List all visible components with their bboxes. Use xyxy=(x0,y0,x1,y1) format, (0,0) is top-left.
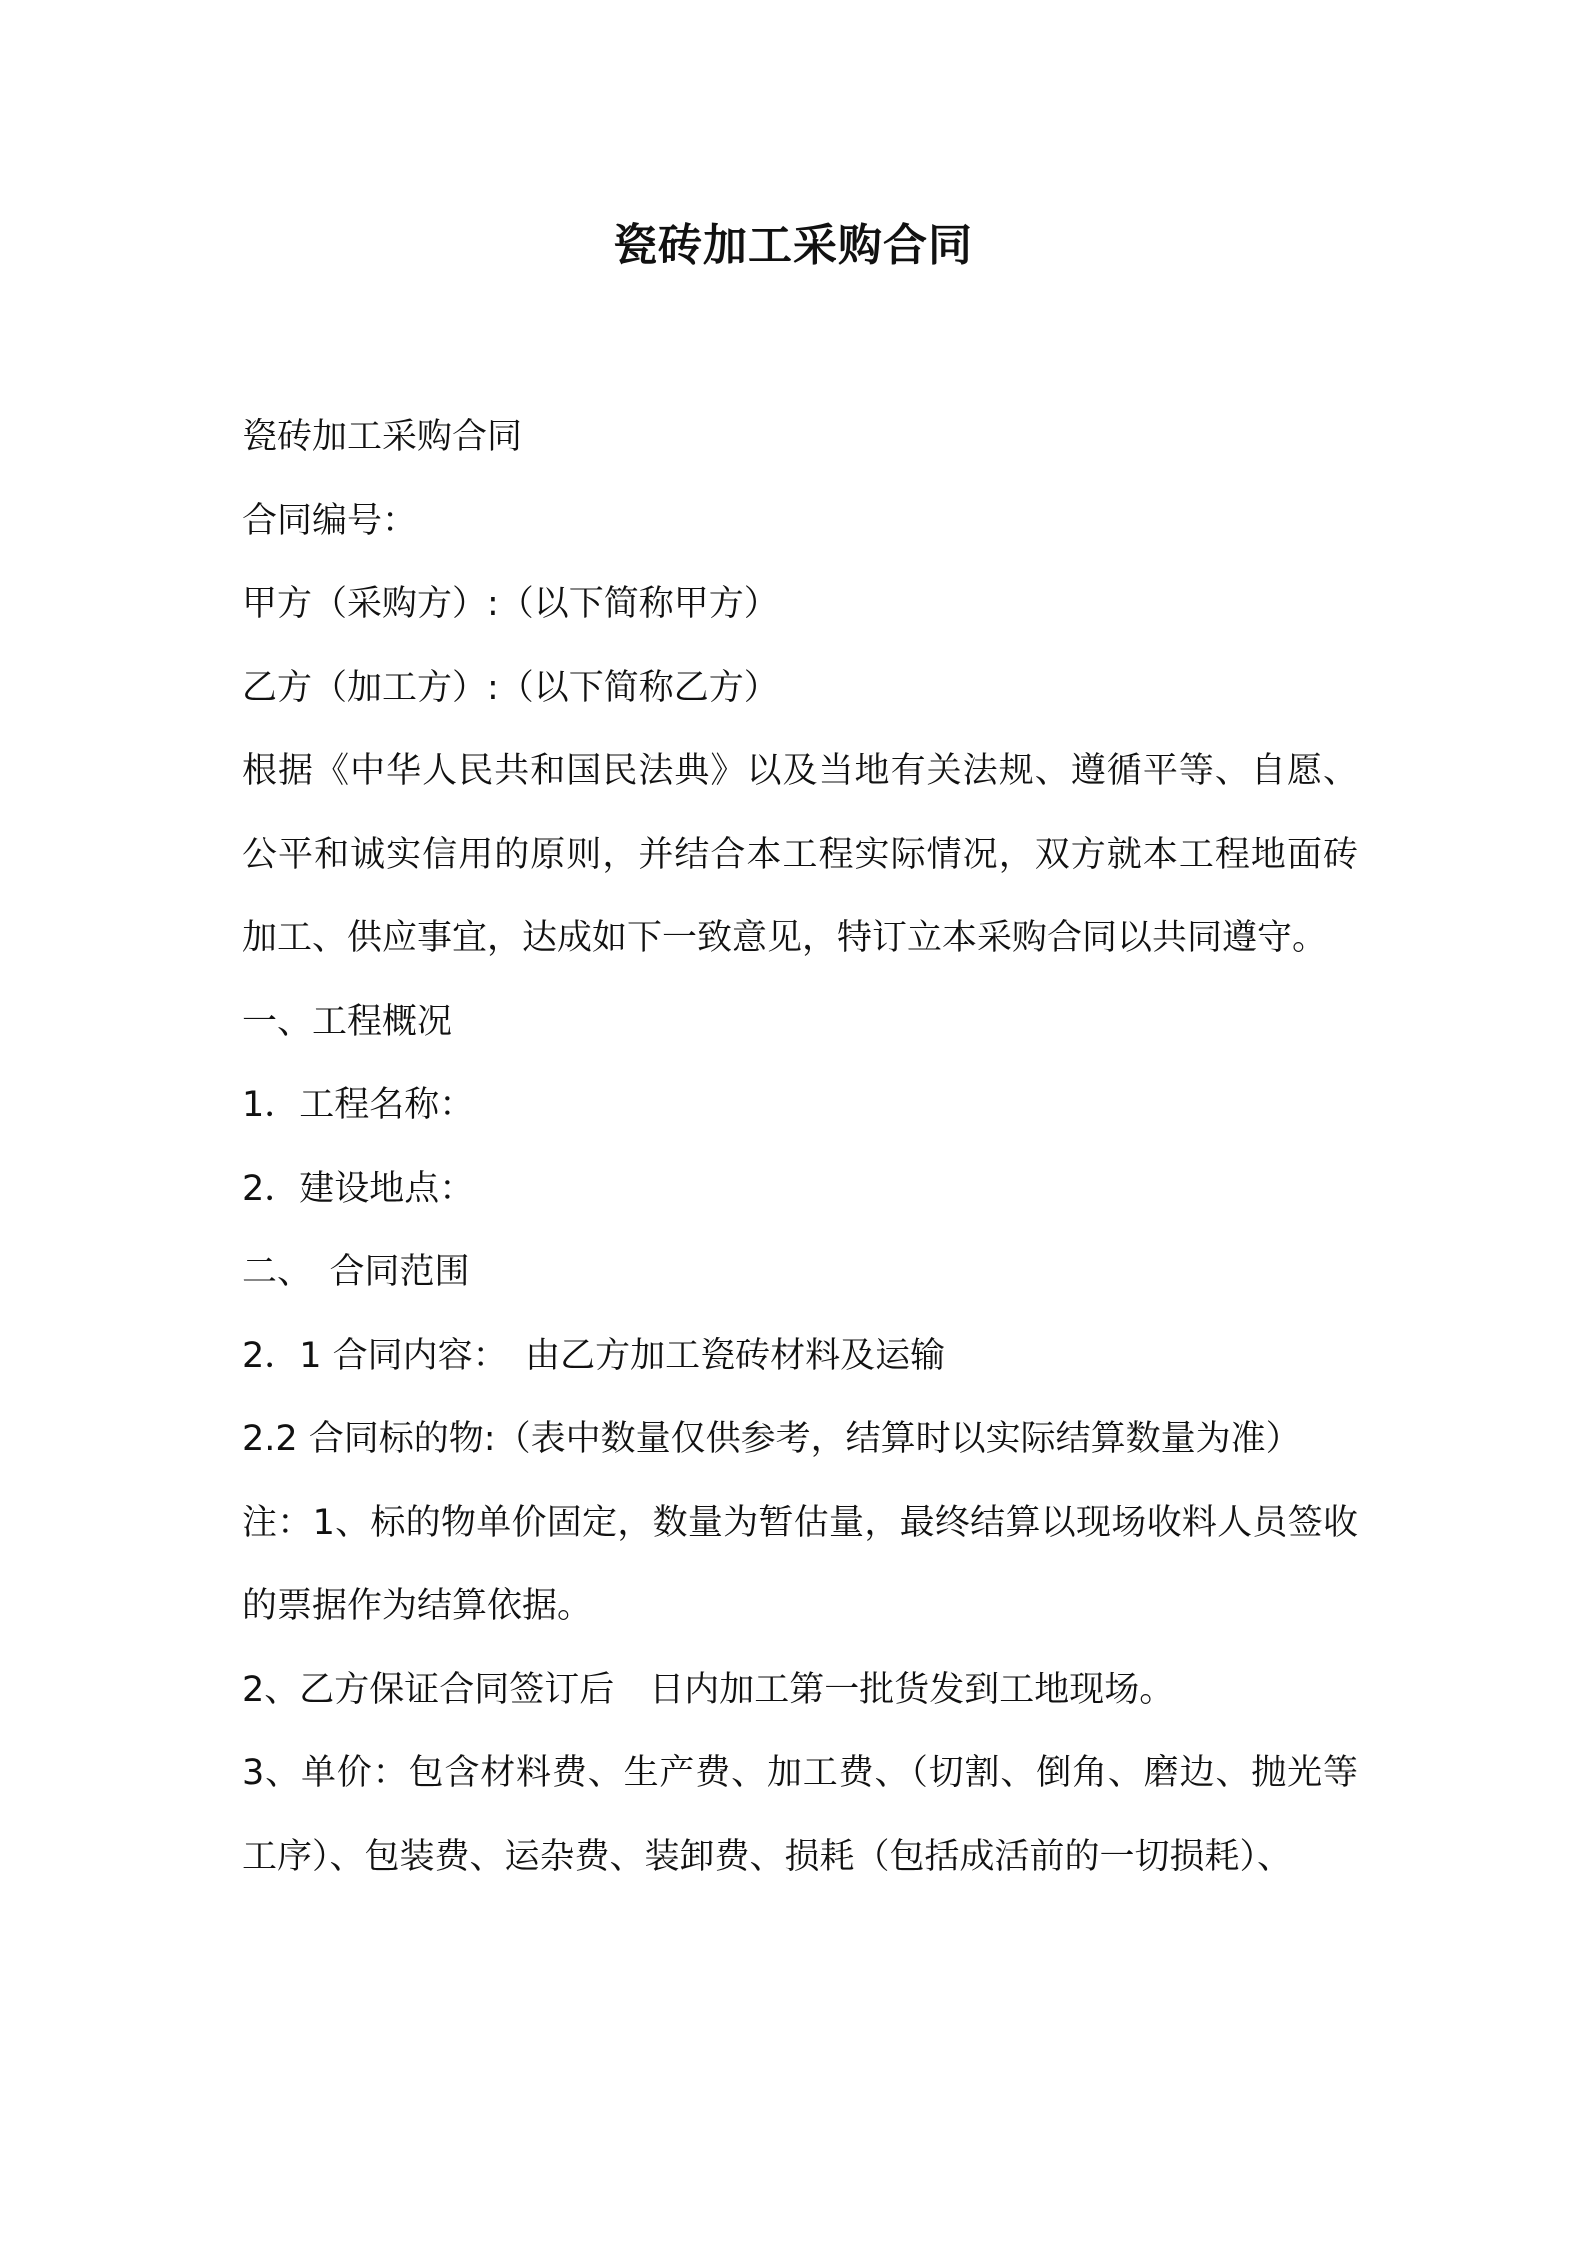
party-b-line: 乙方（加工方）:（以下简称乙方） xyxy=(242,667,779,708)
preamble-paragraph: 根据《中华人民共和国民法典》以及当地有关法规、遵循平等、自愿、公平和诚实信用的原则，并结合本工程实际情况，双方就本工程地面砖加工、供应事宜，达成如下一致意见，特订立本采购合同以共同遵守。 xyxy=(242,751,1358,958)
construction-site-line: 2．建设地点： xyxy=(242,1168,475,1209)
contract-number-line: 合同编号： xyxy=(242,500,418,541)
party-a-line: 甲方（采购方）:（以下简称甲方） xyxy=(242,584,779,624)
contract-subject-line: 2.2 合同标的物:（表中数量仅供参考，结算时以实际结算数量为准） xyxy=(242,1419,1301,1459)
section-2-heading: 二、 合同范围 xyxy=(242,1252,470,1292)
document-body xyxy=(242,396,1358,1899)
note-3-paragraph: 3、单价：包含材料费、生产费、加工费、（切割、倒角、磨边、抛光等工序）、包装费、运杂费、装卸费、损耗（包括成活前的一切损耗）、 xyxy=(242,1753,1358,1877)
contract-content-line: 2．1 合同内容： 由乙方加工瓷砖材料及运输 xyxy=(242,1335,946,1376)
section-1-heading: 一、工程概况 xyxy=(242,1001,453,1042)
document-title: 瓷砖加工采购合同 xyxy=(613,220,973,271)
note-2-line: 2、乙方保证合同签订后 日内加工第一批货发到工地现场。 xyxy=(242,1669,1175,1710)
note-1-paragraph: 注：1、标的物单价固定，数量为暂估量，最终结算以现场收料人员签收的票据作为结算依据。 xyxy=(242,1502,1358,1626)
contract-name-line: 瓷砖加工采购合同 xyxy=(242,417,523,457)
project-name-line: 1．工程名称： xyxy=(242,1085,475,1125)
